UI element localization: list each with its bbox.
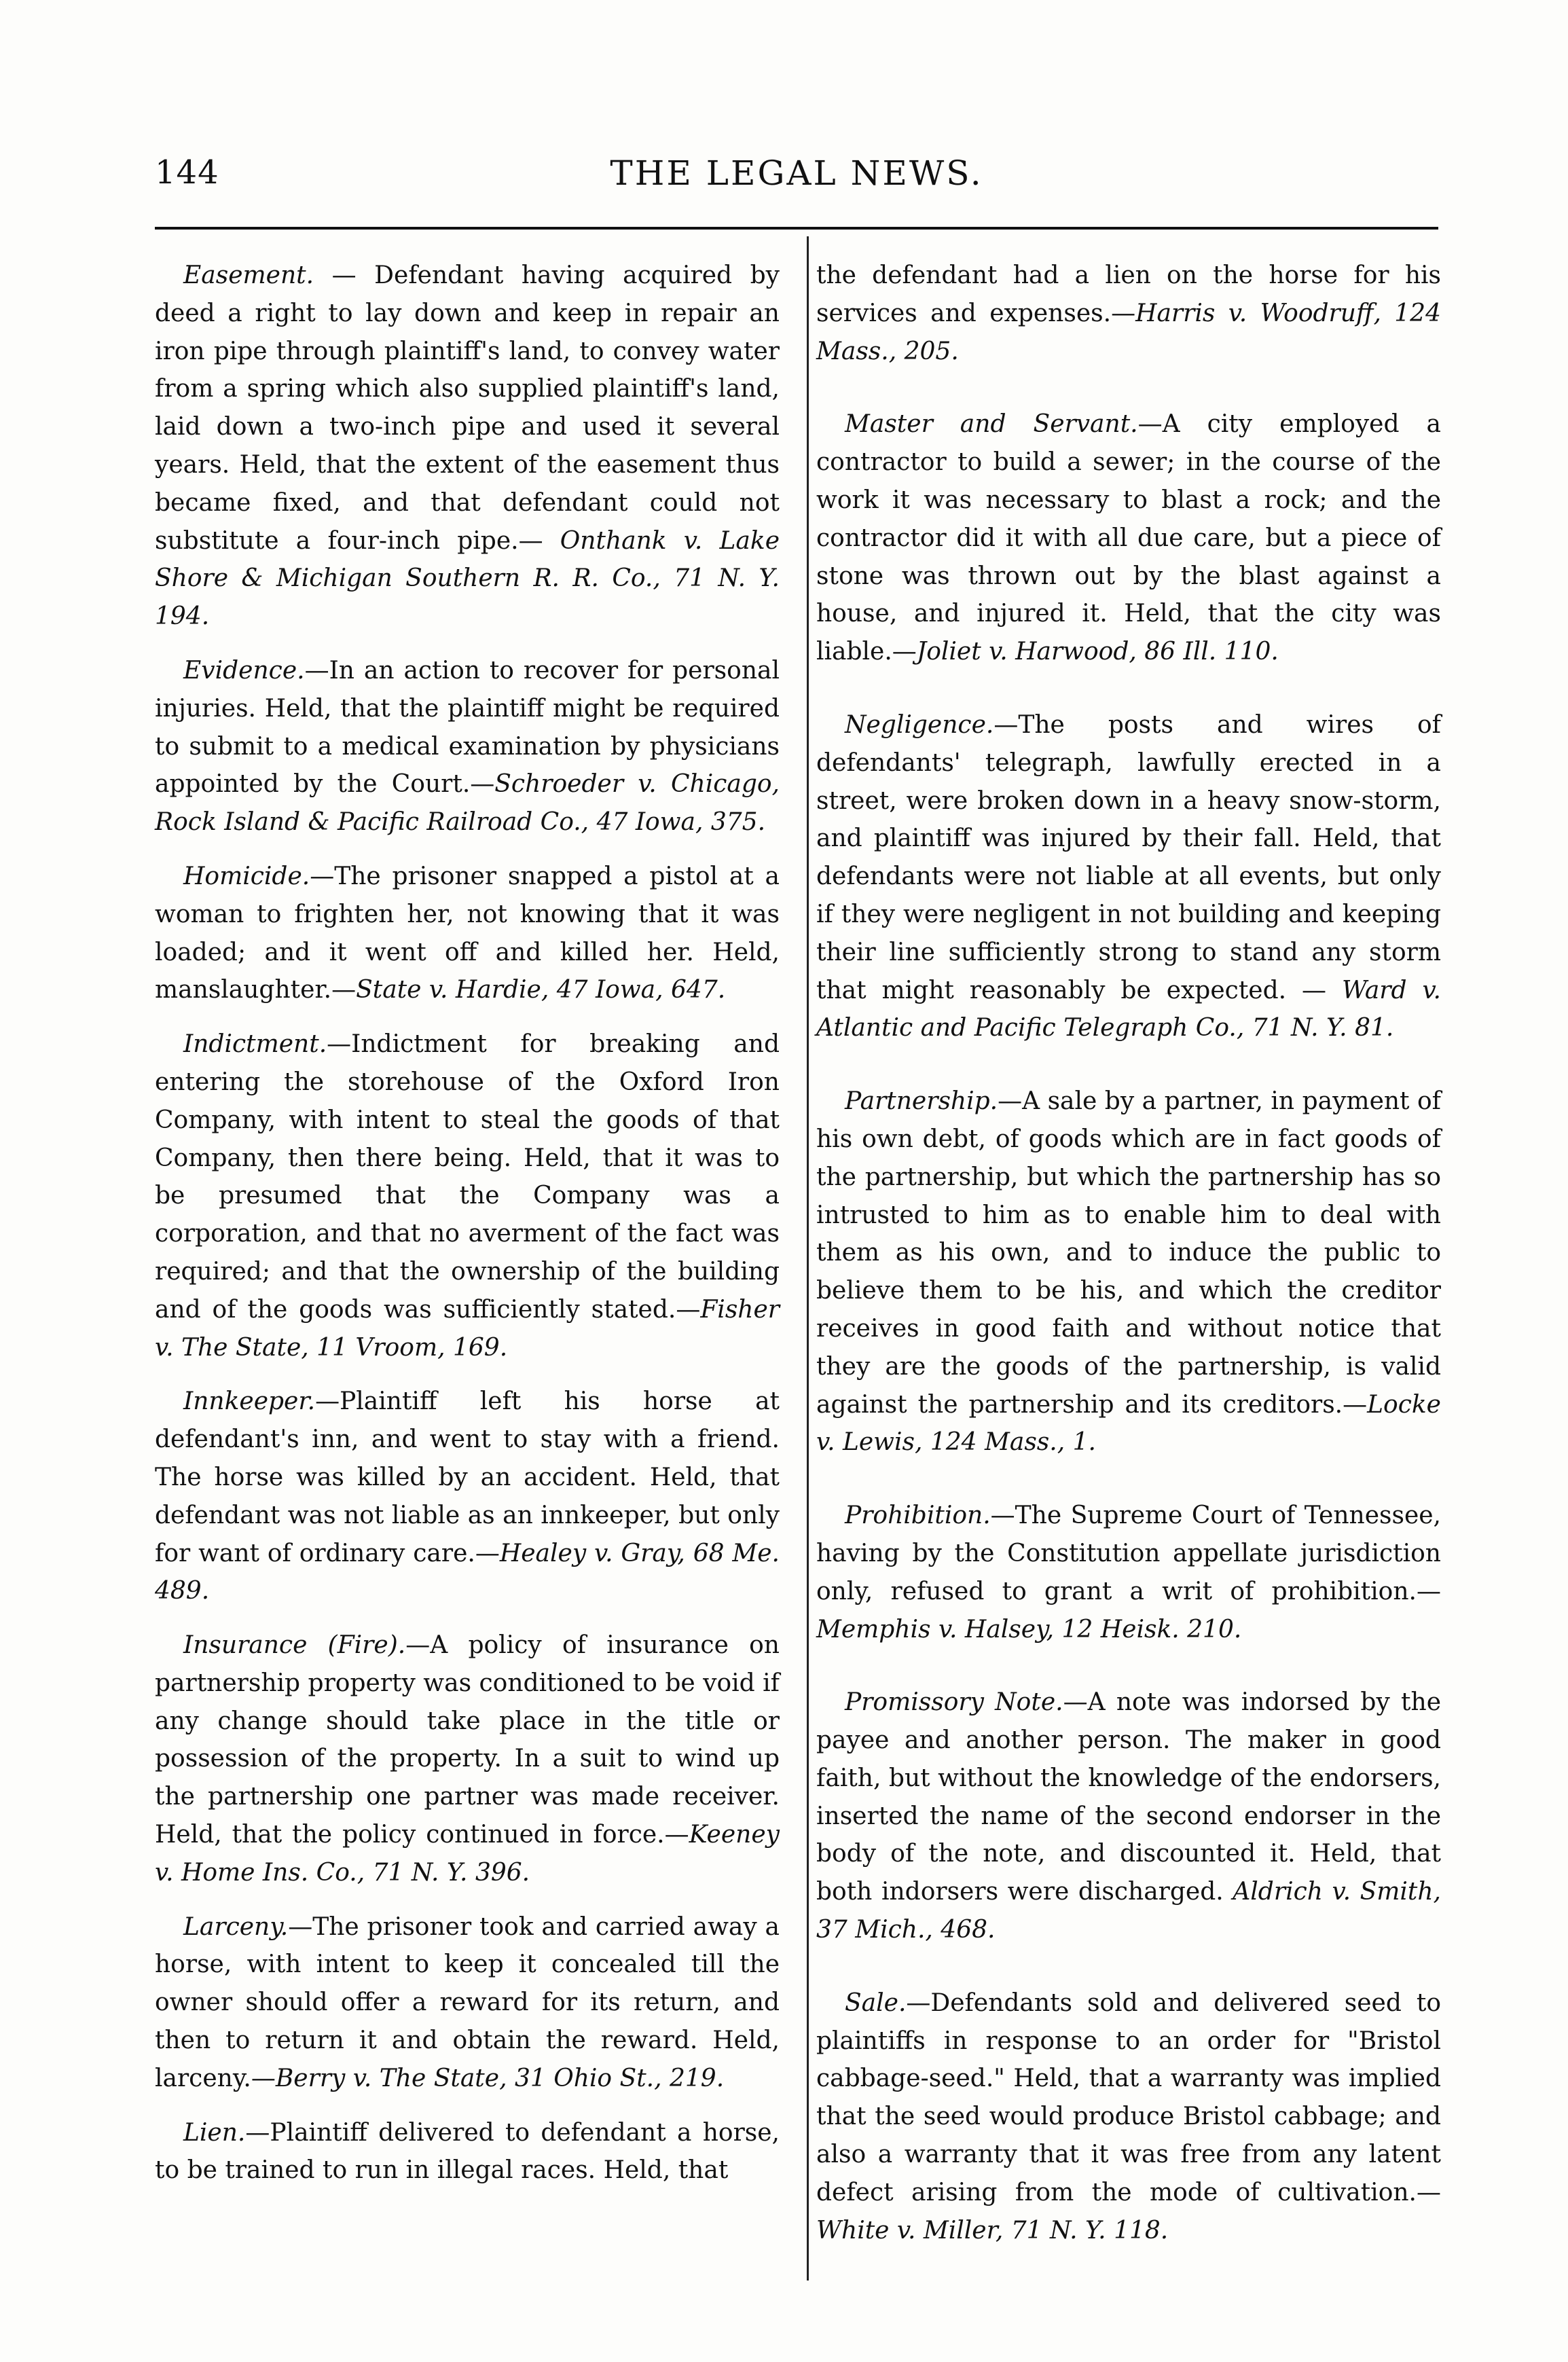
entry-citation: Berry v. The State, 31 Ohio St., 219. bbox=[275, 2064, 725, 2092]
entry-body: —A policy of insurance on partnership property was conditioned to be void if any change should take place in the title or possession of the property. In a suit to wind up the partnership one partner was made receiver. Held, that the policy continued in force.— bbox=[155, 1631, 780, 1849]
digest-entry-negligence bbox=[816, 706, 1441, 1047]
entry-body: — Defendant having acquired by deed a right to lay down and keep in repair an iron pipe through plaintiff's land, to convey water from a spring which also supplied plaintiff's land, laid down a two-inch pipe and used it several years. Held, that the extent of the easement thus became fixed, and that defendant could not substitute a four-inch pipe.— bbox=[155, 261, 780, 555]
entry-heading: Larceny. bbox=[183, 1912, 289, 1941]
digest-entry-lien bbox=[155, 2114, 780, 2190]
entry-heading: Sale. bbox=[845, 1988, 907, 2017]
entry-citation: Fisher v. The State, 11 Vroom, 169. bbox=[155, 1295, 780, 1362]
digest-entry-lien-continued bbox=[816, 257, 1441, 370]
column-divider bbox=[807, 236, 809, 2281]
entry-heading: Negligence. bbox=[845, 710, 994, 739]
running-title: THE LEGAL NEWS. bbox=[610, 153, 983, 193]
entry-heading: Master and Servant. bbox=[845, 410, 1138, 439]
digest-entry-indictment bbox=[155, 1025, 780, 1366]
digest-entry-larceny bbox=[155, 1908, 780, 2098]
entry-citation: Locke v. Lewis, 124 Mass., 1. bbox=[816, 1390, 1441, 1457]
entry-citation: Aldrich v. Smith, 37 Mich., 468. bbox=[816, 1878, 1441, 1944]
entry-citation: Ward v. Atlantic and Pacific Telegraph Co., 71 N. Y. 81. bbox=[816, 976, 1441, 1042]
page-number: 144 bbox=[155, 153, 219, 192]
entry-heading: Innkeeper. bbox=[183, 1387, 316, 1416]
entry-citation: Harris v. Woodruff, 124 Mass., 205. bbox=[816, 299, 1441, 365]
digest-entry-sale bbox=[816, 1984, 1441, 2250]
header-rule bbox=[155, 227, 1438, 230]
entry-citation: Healey v. Gray, 68 Me. 489. bbox=[155, 1539, 780, 1605]
page-header bbox=[155, 153, 1438, 208]
entry-body: —The Supreme Court of Tennessee, having by the Constitution appellate jurisdiction only, refused to grant a writ of prohibition.— bbox=[816, 1502, 1441, 1605]
digest-entry-easement bbox=[155, 257, 780, 636]
digest-entry-master-and-servant bbox=[816, 405, 1441, 671]
digest-entry-partnership bbox=[816, 1083, 1441, 1461]
entry-citation: Memphis v. Halsey, 12 Heisk. 210. bbox=[816, 1615, 1242, 1643]
entry-citation: Keeney v. Home Ins. Co., 71 N. Y. 396. bbox=[155, 1821, 780, 1887]
entry-heading: Easement. bbox=[183, 261, 314, 289]
entry-body: —Plaintiff delivered to defendant a horse, to be trained to run in illegal races. Held, that bbox=[155, 2118, 780, 2185]
entry-body: —Plaintiff left his horse at defendant's inn, and went to stay with a friend. The horse was killed by an accident. Held, that defendant was not liable as an innkeeper, but only for want of ordinary care.— bbox=[155, 1387, 780, 1567]
entry-body: —A city employed a contractor to build a sewer; in the course of the work it was necessary to blast a rock; and the contractor did it with all due care, but a piece of stone was thrown out by the blast against a house, and injured it. Held, that the city was liable.— bbox=[816, 410, 1441, 666]
entry-citation: Onthank v. Lake Shore & Michigan Southern R. R. Co., 71 N. Y. 194. bbox=[155, 526, 780, 631]
right-column bbox=[816, 257, 1441, 2285]
entry-body: —The posts and wires of defendants' telegraph, lawfully erected in a street, were broken down in a heavy snow-storm, and plaintiff was injured by their fall. Held, that defendants were not liable at all events, but only if they were negligent in not building and keeping their line sufficiently strong to stand any storm that might reasonably be expected. — bbox=[816, 710, 1441, 1004]
entry-body: —The prisoner took and carried away a horse, with intent to keep it concealed till the owner should offer a reward for its return, and then to return it and obtain the reward. Held, larceny.— bbox=[155, 1912, 780, 2092]
entry-heading: Insurance (Fire). bbox=[183, 1631, 406, 1660]
entry-heading: Lien. bbox=[183, 2118, 246, 2147]
entry-heading: Indictment. bbox=[183, 1030, 327, 1059]
digest-entry-homicide bbox=[155, 858, 780, 1009]
entry-body: the defendant had a lien on the horse for his services and expenses.— bbox=[816, 261, 1441, 327]
entry-citation: Schroeder v. Chicago, Rock Island & Pacific Railroad Co., 47 Iowa, 375. bbox=[155, 770, 780, 837]
left-column bbox=[155, 257, 780, 2206]
entry-heading: Partnership. bbox=[845, 1087, 998, 1116]
entry-body: —In an action to recover for personal injuries. Held, that the plaintiff might be required to submit to a medical examination by physicians appointed by the Court.— bbox=[155, 656, 780, 799]
entry-body: —The prisoner snapped a pistol at a woman to frighten her, not knowing that it was loaded; and it went off and killed her. Held, manslaughter.— bbox=[155, 862, 780, 1004]
digest-entry-evidence bbox=[155, 652, 780, 841]
entry-heading: Evidence. bbox=[183, 656, 305, 685]
digest-entry-innkeeper bbox=[155, 1383, 780, 1610]
entry-body: —A note was indorsed by the payee and another person. The maker in good faith, but without the knowledge of the endorsers, inserted the name of the second endorser in the body of the note, and discounted it. Held, that both indorsers were discharged. bbox=[816, 1688, 1442, 1906]
entry-body: —Indictment for breaking and entering the storehouse of the Oxford Iron Company, with intent to steal the goods of that Company, then there being. Held, that it was to be presumed that the Company was a corporation, and that no averment of the fact was required; and that the ownership of the building and of the goods was sufficiently stated.— bbox=[155, 1030, 780, 1324]
entry-citation: White v. Miller, 71 N. Y. 118. bbox=[816, 2216, 1169, 2245]
entry-citation: Joliet v. Harwood, 86 Ill. 110. bbox=[916, 638, 1279, 666]
digest-entry-promissory-note bbox=[816, 1684, 1441, 1949]
entry-heading: Prohibition. bbox=[845, 1502, 991, 1530]
entry-heading: Homicide. bbox=[183, 862, 310, 890]
entry-body: —Defendants sold and delivered seed to plaintiffs in response to an order for "Bristol cabbage-seed." Held, that a warranty was implied that the seed would produce Bristol cabbage; and also a warranty that it was free from any latent defect arising from the mode of cultivation.— bbox=[816, 1988, 1441, 2206]
digest-entry-prohibition bbox=[816, 1497, 1441, 1648]
entry-heading: Promissory Note. bbox=[845, 1688, 1063, 1717]
digest-entry-insurance bbox=[155, 1627, 780, 1892]
entry-body: —A sale by a partner, in payment of his own debt, of goods which are in fact goods of the partnership, but which the partnership has so intrusted to him as to enable him to deal with them as his own, and to induce the public to believe them to be his, and which the creditor receives in good faith and without notice that they are the goods of the partnership, is valid against the partnership and its creditors.— bbox=[816, 1087, 1441, 1419]
entry-citation: State v. Hardie, 47 Iowa, 647. bbox=[356, 976, 726, 1004]
